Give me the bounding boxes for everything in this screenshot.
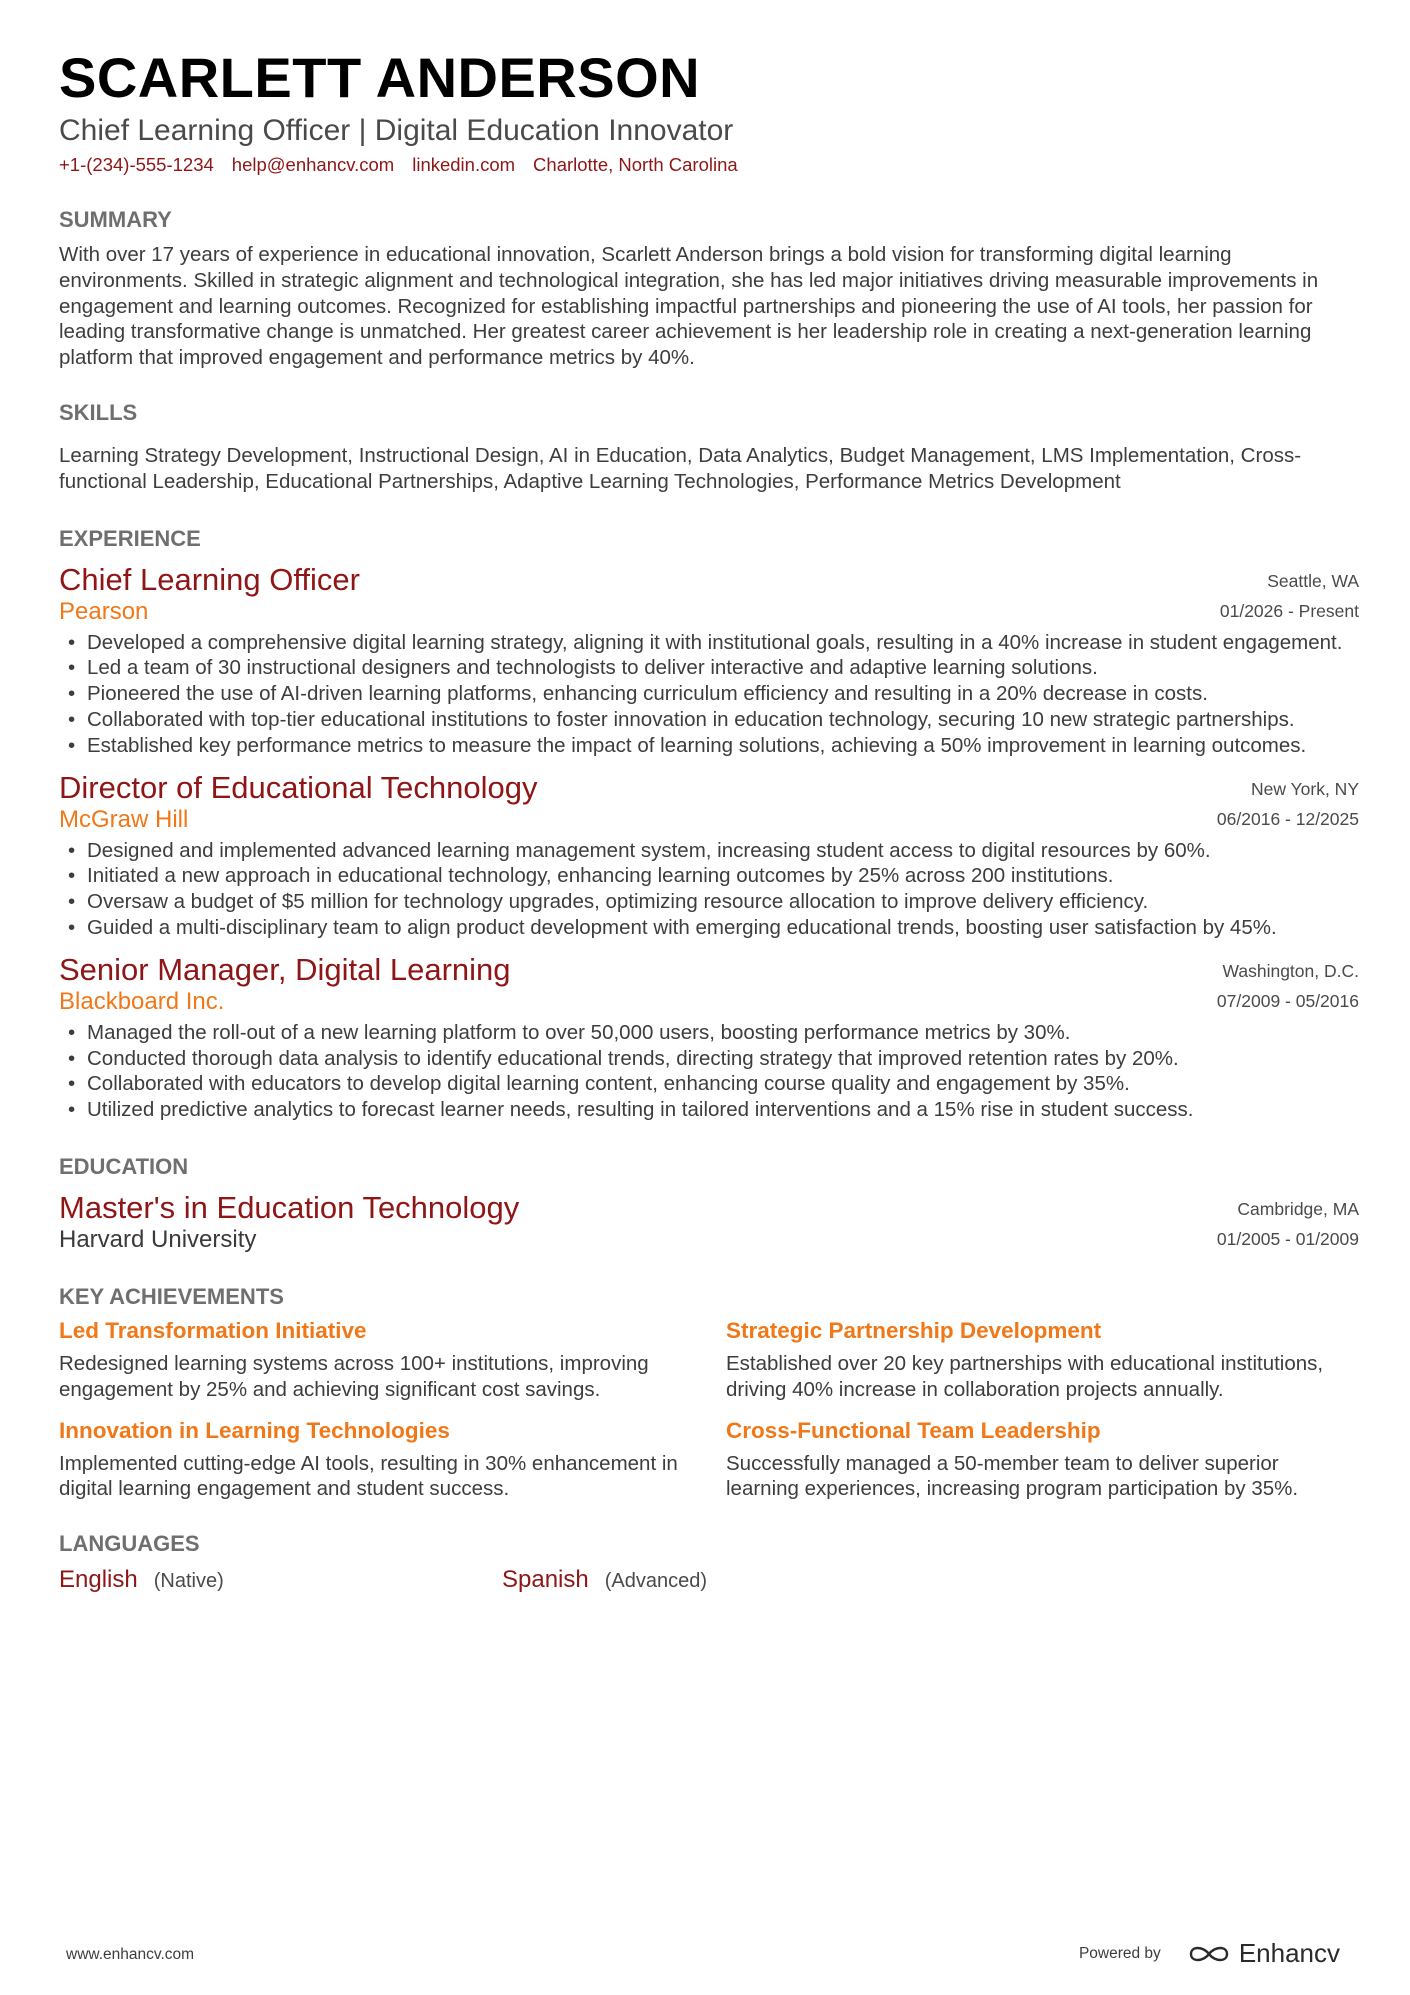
achievement-title: Cross-Functional Team Leadership (726, 1417, 1101, 1443)
language-name: English (59, 1566, 138, 1594)
job-dates: 07/2009 - 05/2016 (1216, 991, 1359, 1012)
achievement-description: Implemented cutting-edge AI tools, resulting in 30% enhancement in digital learning engagement and student success. (59, 1451, 678, 1501)
achievement-item (59, 1315, 690, 1403)
bullet-item: • Collaborated with top-tier educational institutions to foster innovation in education technology, securing 10 new strategic partnerships. (68, 707, 1295, 731)
contact-email[interactable]: help@enhancv.com (231, 154, 395, 175)
language-level: (Native) (153, 1570, 224, 1593)
bullet-item: • Led a team of 30 instructional designers and technologists to deliver interactive and adaptive learning solutions. (68, 656, 1098, 680)
summary-heading: SUMMARY (59, 207, 172, 232)
bullet-item: • Oversaw a budget of $5 million for technology upgrades, optimizing resource allocation to improve delivery efficiency. (68, 890, 1149, 914)
experience-entry (59, 561, 1359, 759)
job-location: Washington, D.C. (1222, 960, 1359, 981)
experience-entry (59, 951, 1359, 1123)
bullet-item: • Conducted thorough data analysis to identify educational trends, directing strategy that improved retention rates by 20%. (68, 1046, 1179, 1070)
languages-heading: LANGUAGES (59, 1531, 200, 1557)
bullet-item: • Managed the roll-out of a new learning platform to over 50,000 users, boosting performance metrics by 30%. (68, 1020, 1071, 1044)
languages-list (59, 1566, 1359, 1594)
bullet-item: • Established key performance metrics to measure the impact of learning solutions, achieving a 50% improvement in learning outcomes. (68, 733, 1307, 757)
job-title: Chief Learning Officer (59, 561, 360, 597)
language-level: (Advanced) (604, 1570, 708, 1593)
job-bullets (59, 630, 1359, 759)
job-dates: 06/2016 - 12/2025 (1216, 809, 1359, 830)
achievement-item (726, 1415, 1357, 1503)
experience-heading: EXPERIENCE (59, 525, 201, 551)
achievement-title: Strategic Partnership Development (726, 1317, 1102, 1343)
footer-website[interactable]: www.enhancv.com (66, 1946, 195, 1963)
job-location: New York, NY (1251, 778, 1359, 799)
bullet-item: • Pioneered the use of AI-driven learning platforms, enhancing curriculum efficiency and resulting in a 20% decrease in costs. (68, 682, 1208, 706)
language-item (502, 1566, 945, 1594)
school-name: Harvard University (59, 1225, 257, 1253)
achievement-item (726, 1315, 1357, 1403)
education-location: Cambridge, MA (1237, 1198, 1359, 1219)
education-entry (59, 1189, 1359, 1255)
job-title: Senior Manager, Digital Learning (59, 951, 511, 987)
headline: Chief Learning Officer | Digital Education Innovator (59, 114, 734, 147)
achievements-grid (59, 1315, 1359, 1514)
candidate-name: SCARLETT ANDERSON (59, 46, 701, 109)
achievement-description: Successfully managed a 50-member team to deliver superior learning experiences, increasing program participation by 35%. (726, 1451, 1299, 1501)
achievement-description: Established over 20 key partnerships with educational institutions, driving 40% increase in collaboration projects annually. (726, 1351, 1324, 1401)
bullet-item: • Initiated a new approach in educational technology, enhancing learning outcomes by 25% across 200 institutions. (68, 864, 1114, 888)
skills-heading: SKILLS (59, 399, 138, 425)
achievement-item (59, 1415, 690, 1503)
contact-phone: +1-(234)-555-1234 (59, 154, 214, 175)
degree-title: Master's in Education Technology (59, 1189, 520, 1225)
bullet-item: • Collaborated with educators to develop digital learning content, enhancing course quality and engagement by 35%. (68, 1072, 1130, 1096)
company-name: Pearson (59, 597, 149, 625)
skills-text: Learning Strategy Development, Instructional Design, AI in Education, Data Analytics, Budget Management, LMS Implementation, Cross-functional Leadership, Educational Partnerships, Adaptive Learning Technologies, Performance Metrics Development (59, 443, 1302, 493)
job-location: Seattle, WA (1267, 570, 1359, 591)
brand-name: Enhancv (1238, 1938, 1340, 1968)
job-dates: 01/2026 - Present (1219, 601, 1359, 622)
bullet-item: • Utilized predictive analytics to forecast learner needs, resulting in tailored interventions and a 15% rise in student success. (68, 1098, 1194, 1122)
language-name: Spanish (502, 1566, 589, 1594)
footer-branding (1079, 1938, 1340, 1969)
job-title: Director of Educational Technology (59, 769, 538, 805)
education-dates: 01/2005 - 01/2009 (1216, 1229, 1359, 1250)
job-bullets (59, 1020, 1359, 1123)
achievements-heading: KEY ACHIEVEMENTS (59, 1283, 284, 1309)
experience-entry (59, 769, 1359, 941)
brand-link[interactable] (1187, 1938, 1340, 1969)
powered-by-label: Powered by (1078, 1944, 1161, 1962)
bullet-item: • Developed a comprehensive digital learning strategy, aligning it with institutional goals, resulting in a 40% increase in student engagement. (68, 630, 1343, 654)
enhancv-logo-icon (1187, 1942, 1231, 1966)
contact-location: Charlotte, North Carolina (533, 154, 738, 175)
achievement-title: Innovation in Learning Technologies (59, 1417, 450, 1443)
contact-info (59, 152, 1359, 178)
job-bullets (59, 838, 1359, 941)
contact-linkedin[interactable]: linkedin.com (412, 154, 516, 175)
achievement-title: Led Transformation Initiative (59, 1317, 367, 1343)
company-name: Blackboard Inc. (59, 987, 225, 1015)
resume-page (59, 46, 1359, 1594)
company-name: McGraw Hill (59, 805, 189, 833)
bullet-item: • Designed and implemented advanced learning management system, increasing student access to digital resources by 60%. (68, 838, 1211, 862)
language-item (59, 1566, 502, 1594)
achievement-description: Redesigned learning systems across 100+ institutions, improving engagement by 25% and achieving significant cost savings. (59, 1351, 649, 1401)
bullet-item: • Guided a multi-disciplinary team to align product development with emerging educational trends, boosting user satisfaction by 45%. (68, 915, 1277, 939)
education-heading: EDUCATION (59, 1153, 189, 1179)
summary-text: With over 17 years of experience in educational innovation, Scarlett Anderson brings a bold vision for transforming digital learning environments. Skilled in strategic alignment and technological integration, she has led major initiatives driving measurable improvements in engagement and learning outcomes. Recognized for establishing impactful partnerships and pioneering the use of AI tools, her passion for leading transformative change is unmatched. Her greatest career achievement is her leadership role in creating a next-generation learning platform that improved engagement and performance metrics by 40%. (59, 243, 1319, 370)
